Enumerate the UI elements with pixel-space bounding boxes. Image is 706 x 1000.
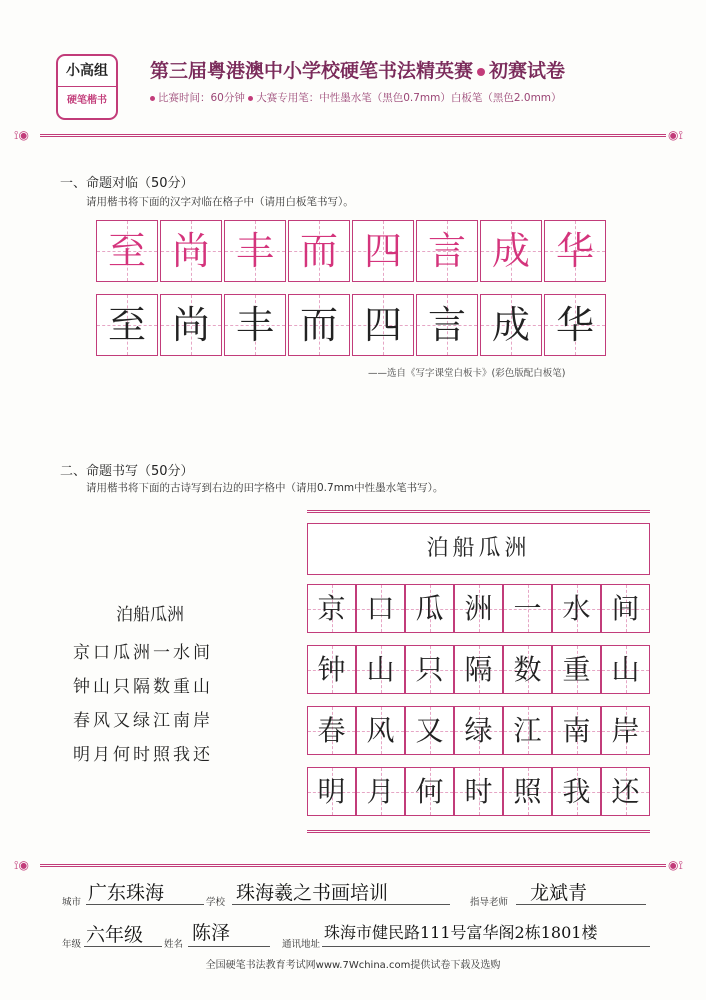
grid-character: 数: [513, 653, 542, 686]
grid-cell: [405, 767, 454, 816]
poem-line: 钟山只隔数重山: [73, 677, 213, 697]
grid-cell: [224, 294, 286, 356]
grid-character: 隔: [464, 653, 493, 686]
grid-character: 间: [611, 592, 640, 625]
grid-character: 成: [491, 303, 530, 347]
grid-cell: [356, 767, 405, 816]
grid-cell: [160, 220, 222, 282]
grid-character: 春: [317, 714, 346, 747]
name-label: 姓名: [164, 939, 184, 950]
grid-cell: [503, 706, 552, 755]
grid-cell: [480, 220, 542, 282]
grade-underline: [84, 946, 162, 947]
grid-cell: [454, 706, 503, 755]
grid-cell: [352, 220, 414, 282]
group-badge: [56, 54, 118, 120]
grid-character: 而: [299, 303, 338, 347]
grid-character: 一: [513, 592, 542, 625]
grid-cell: [307, 645, 356, 694]
title-dot-icon: [477, 68, 485, 76]
grid-cell: [416, 294, 478, 356]
grid-cell: [480, 294, 542, 356]
grid-character: 岸: [611, 714, 640, 747]
title-main: 第三届粤港澳中小学校硬笔书法精英赛: [150, 60, 474, 82]
section1-instruction: 请用楷书将下面的汉字对临在格子中（请用白板笔书写）。: [86, 196, 354, 208]
source-citation: ——选自《写字课堂白板卡》(彩色版配白板笔): [368, 368, 566, 379]
ornament-icon: ⟟◉: [14, 858, 29, 872]
grid-character: 又: [415, 714, 444, 747]
grid-cell: [552, 767, 601, 816]
city-underline: [86, 904, 204, 905]
grid-character: 绿: [464, 714, 493, 747]
grid-cell: [416, 220, 478, 282]
grid-cell: [96, 294, 158, 356]
page-title: [150, 56, 565, 83]
section1-heading: 一、命题对临（50分）: [60, 176, 194, 191]
grid-cell: [356, 584, 405, 633]
exam-time: 比赛时间：60分钟: [158, 92, 245, 104]
grid-character: 丰: [235, 303, 274, 347]
badge-category-label: 硬笔楷书: [67, 95, 107, 106]
poem-line: 明月何时照我还: [73, 745, 213, 765]
grid-character: 山: [611, 653, 640, 686]
grid-cell: [405, 645, 454, 694]
grid-character: 华: [555, 229, 594, 273]
badge-group-label: 小高组: [58, 56, 116, 87]
grid-character: 风: [366, 714, 395, 747]
poem-box-bottom-rule: [307, 830, 650, 833]
grid-cell: [307, 706, 356, 755]
bullet-icon: [248, 96, 253, 101]
grid-character: 尚: [171, 229, 210, 273]
grid-character: 我: [562, 775, 591, 808]
grid-character: 尚: [171, 303, 210, 347]
teacher-underline: [516, 904, 646, 905]
section2-heading: 二、命题书写（50分）: [60, 464, 194, 479]
grid-cell: [352, 294, 414, 356]
grade-value: 六年级: [86, 924, 144, 946]
name-underline: [188, 946, 270, 947]
grid-character: 至: [107, 229, 146, 273]
grid-character: 华: [555, 303, 594, 347]
teacher-value: 龙斌青: [530, 882, 588, 904]
grid-character: 照: [513, 775, 542, 808]
name-value: 陈泽: [192, 922, 231, 944]
grid-cell: [307, 767, 356, 816]
grid-character: 丰: [235, 229, 274, 273]
header-divider: [40, 134, 666, 137]
grade-label: 年级: [62, 939, 82, 950]
grid-cell: [356, 645, 405, 694]
poem-box-top-rule: [307, 510, 650, 513]
grid-character: 洲: [464, 592, 493, 625]
grid-cell: [544, 220, 606, 282]
address-label: 通讯地址: [282, 939, 321, 950]
grid-character: 重: [562, 653, 591, 686]
poem-title: 泊船瓜洲: [116, 605, 184, 625]
grid-cell: [405, 584, 454, 633]
grid-cell: [601, 584, 650, 633]
school-label: 学校: [206, 897, 226, 908]
subtitle: [150, 90, 562, 105]
grid-character: 瓜: [415, 592, 444, 625]
address-value: 珠海市健民路111号富华阁2栋1801楼: [324, 923, 598, 942]
grid-cell: [552, 584, 601, 633]
grid-cell: [601, 645, 650, 694]
poem-line: 京口瓜洲一水间: [73, 643, 213, 663]
school-value: 珠海羲之书画培训: [236, 882, 389, 904]
grid-cell: [552, 645, 601, 694]
ornament-icon: ◉⟟: [668, 128, 683, 142]
grid-character: 何: [415, 775, 444, 808]
grid-cell: [552, 706, 601, 755]
grid-character: 月: [366, 775, 395, 808]
grid-character: 口: [366, 592, 395, 625]
grid-character: 时: [464, 775, 493, 808]
school-underline: [232, 904, 450, 905]
grid-cell: [601, 706, 650, 755]
grid-character: 京: [317, 592, 346, 625]
section2-instruction: 请用楷书将下面的古诗写到右边的田字格中（请用0.7mm中性墨水笔书写）。: [86, 482, 444, 494]
grid-cell: [288, 294, 350, 356]
written-poem-title: 泊船瓜洲: [307, 523, 650, 575]
grid-character: 言: [427, 229, 466, 273]
grid-character: 江: [513, 714, 542, 747]
grid-cell: [288, 220, 350, 282]
grid-character: 还: [611, 775, 640, 808]
grid-character: 而: [299, 229, 338, 273]
poem-line: 春风又绿江南岸: [73, 711, 213, 731]
ornament-icon: ◉⟟: [668, 858, 683, 872]
grid-cell: [503, 767, 552, 816]
grid-character: 明: [317, 775, 346, 808]
grid-character: 成: [491, 229, 530, 273]
grid-character: 水: [562, 592, 591, 625]
grid-cell: [96, 220, 158, 282]
title-suffix: 初赛试卷: [489, 60, 566, 82]
ornament-icon: ⟟◉: [14, 128, 29, 142]
teacher-label: 指导老师: [470, 897, 509, 908]
address-underline: [322, 946, 650, 947]
city-value: 广东珠海: [88, 882, 165, 904]
grid-cell: [356, 706, 405, 755]
grid-cell: [405, 706, 454, 755]
grid-cell: [454, 645, 503, 694]
grid-cell: [503, 584, 552, 633]
grid-cell: [160, 294, 222, 356]
grid-cell: [454, 767, 503, 816]
grid-cell: [307, 584, 356, 633]
bullet-icon: [150, 96, 155, 101]
grid-character: 只: [415, 653, 444, 686]
grid-character: 钟: [317, 653, 346, 686]
grid-cell: [503, 645, 552, 694]
grid-cell: [454, 584, 503, 633]
grid-character: 四: [363, 229, 402, 273]
grid-character: 南: [562, 714, 591, 747]
grid-character: 山: [366, 653, 395, 686]
footer-note: 全国硬笔书法教育考试网www.7Wchina.com提供试卷下载及选购: [205, 960, 501, 971]
grid-cell: [544, 294, 606, 356]
grid-cell: [601, 767, 650, 816]
pen-requirement: 大赛专用笔：中性墨水笔（黑色0.7mm）白板笔（黑色2.0mm）: [256, 92, 562, 104]
grid-character: 四: [363, 303, 402, 347]
footer-divider: [40, 864, 666, 867]
grid-character: 言: [427, 303, 466, 347]
grid-character: 至: [107, 303, 146, 347]
grid-cell: [224, 220, 286, 282]
city-label: 城市: [62, 897, 82, 908]
